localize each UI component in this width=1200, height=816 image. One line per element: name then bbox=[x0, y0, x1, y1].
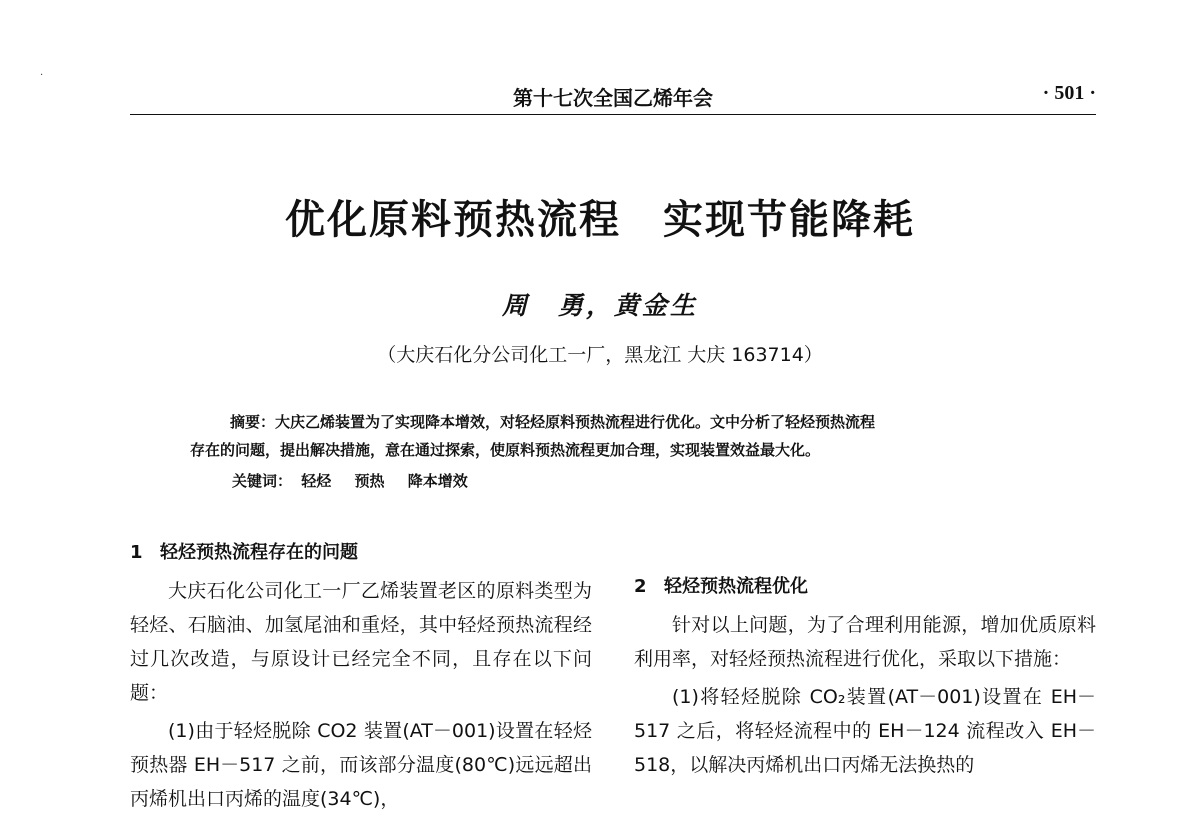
section-2-number: 2 bbox=[634, 576, 647, 597]
keywords bbox=[232, 470, 486, 491]
keywords-label: 关键词： bbox=[232, 472, 293, 490]
left-column bbox=[130, 538, 592, 816]
journal-title: 第十七次全国乙烯年会 bbox=[513, 86, 713, 110]
page-number: · 501 · bbox=[1042, 82, 1096, 104]
section-2-paragraph-1: 针对以上问题，为了合理利用能源，增加优质原料利用率，对轻烃预热流程进行优化，采取以下措施： bbox=[634, 614, 1096, 670]
keyword: 降本增效 bbox=[407, 472, 468, 490]
title-part-1: 优化原料预热流程 bbox=[285, 197, 621, 243]
abstract-line-1 bbox=[190, 408, 1050, 436]
header-rule bbox=[130, 114, 1096, 115]
section-1-title: 轻烃预热流程存在的问题 bbox=[160, 542, 358, 563]
section-1-number: 1 bbox=[130, 542, 143, 563]
paper-title bbox=[0, 188, 1200, 245]
keyword: 轻烃 bbox=[301, 472, 332, 490]
abstract-label: 摘要： bbox=[230, 413, 276, 431]
section-1-heading bbox=[130, 538, 592, 564]
scan-dot: · bbox=[40, 70, 44, 81]
authors: 周 勇，黄金生 bbox=[501, 291, 698, 320]
title-part-2: 实现节能降耗 bbox=[663, 197, 915, 243]
running-header bbox=[130, 80, 1096, 112]
section-2-paragraph-2: (1)将轻烃脱除 CO₂装置(AT－001)设置在 EH－517 之后，将轻烃流程中的 EH－124 流程改入 EH－518，以解决丙烯机出口丙烯无法换热的 bbox=[634, 686, 1096, 776]
keyword: 预热 bbox=[354, 472, 385, 490]
abstract bbox=[190, 408, 1050, 464]
section-1-paragraph-2: (1)由于轻烃脱除 CO2 装置(AT－001)设置在轻烃预热器 EH－517 之前，而该部分温度(80℃)远远超出丙烯机出口丙烯的温度(34℃)， bbox=[130, 720, 592, 810]
abstract-line-2: 存在的问题，提出解决措施，意在通过探索，使原料预热流程更加合理，实现装置效益最大化。 bbox=[190, 441, 821, 459]
right-column bbox=[634, 572, 1096, 782]
affiliation: （大庆石化分公司化工一厂，黑龙江 大庆 163714） bbox=[377, 344, 823, 366]
section-2-title: 轻烃预热流程优化 bbox=[664, 576, 808, 597]
section-1-paragraph-1: 大庆石化公司化工一厂乙烯装置老区的原料类型为轻烃、石脑油、加氢尾油和重烃，其中轻烃预热流程经过几次改造，与原设计已经完全不同，且存在以下问题： bbox=[130, 580, 592, 704]
abstract-text-1: 大庆乙烯装置为了实现降本增效，对轻烃原料预热流程进行优化。文中分析了轻烃预热流程 bbox=[275, 413, 876, 431]
section-2-heading bbox=[634, 572, 1096, 598]
